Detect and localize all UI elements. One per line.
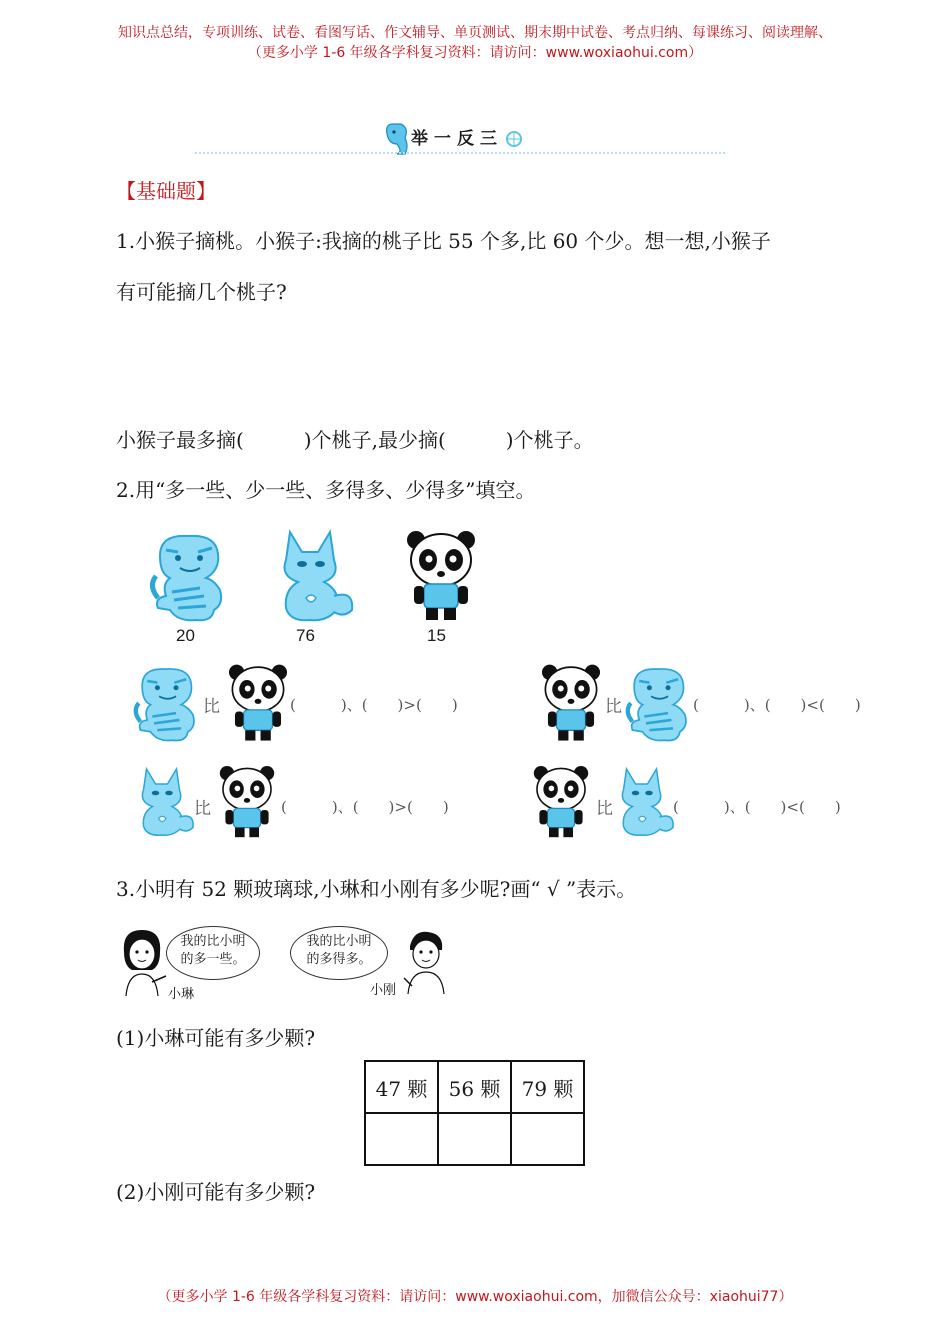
- compare-word: 比: [596, 799, 613, 819]
- check-cell[interactable]: [438, 1113, 511, 1165]
- option-cell: 47 颗: [365, 1061, 438, 1113]
- panda-icon: [536, 660, 606, 746]
- fox-icon: [130, 764, 196, 840]
- tiger-count: 20: [176, 626, 195, 645]
- compare-word: 比: [194, 799, 211, 819]
- girl-xiaolin-icon: [116, 926, 172, 998]
- squirrel-mascot-icon: [383, 118, 411, 156]
- q3-sub1: (1)小琳可能有多少颗?: [116, 1026, 316, 1050]
- section-title: 举一反三: [411, 129, 503, 149]
- compare-blanks: ( )、( )>( ): [281, 798, 449, 816]
- compare-blanks: ( )、( )>( ): [290, 696, 458, 714]
- name-xiaogang: 小刚: [370, 983, 397, 998]
- q3-prompt: 3.小明有 52 颗玻璃球,小琳和小刚有多少呢?画“ √ ”表示。: [116, 877, 637, 901]
- q3-sub2: (2)小刚可能有多少颗?: [116, 1180, 316, 1204]
- bubble-line: 我的比小明: [306, 934, 372, 949]
- panda-icon: [400, 526, 482, 626]
- q1-answer: 小猴子最多摘( )个桃子,最少摘( )个桃子。: [116, 428, 594, 452]
- title-divider: [195, 152, 725, 154]
- fox-count: 76: [296, 626, 315, 645]
- header-line-1: 知识点总结，专项训练、试卷、看图写话、作文辅导、单页测试、期末期中试卷、考点归纳、每课练习、阅读理解、: [118, 25, 832, 41]
- answer-table: [364, 1060, 585, 1166]
- name-xiaolin: 小琳: [168, 987, 195, 1002]
- panda-count: 15: [427, 626, 446, 645]
- speech-bubble-xiaogang: [290, 926, 388, 980]
- compare-blanks: ( )、( )<( ): [693, 696, 861, 714]
- bubble-line: 的多得多。: [306, 952, 372, 967]
- tiger-icon: [132, 660, 204, 746]
- q1-line-2: 有可能摘几个桃子?: [116, 280, 287, 304]
- fox-icon: [610, 764, 676, 840]
- compare-word: 比: [203, 697, 220, 717]
- check-cell[interactable]: [365, 1113, 438, 1165]
- option-cell: 56 颗: [438, 1061, 511, 1113]
- panda-icon: [528, 762, 594, 842]
- balloon-icon: [505, 130, 523, 148]
- q1-line-1: 1.小猴子摘桃。小猴子:我摘的桃子比 55 个多,比 60 个少。想一想,小猴子: [116, 229, 771, 253]
- speech-bubble-xiaolin: [166, 926, 260, 980]
- check-cell[interactable]: [511, 1113, 584, 1165]
- footer-text: （更多小学 1-6 年级各学科复习资料：请访问：www.woxiaohui.com，加微信公众号：xiaohui77）: [157, 1289, 793, 1305]
- panda-icon: [214, 762, 280, 842]
- basic-label: 【基础题】: [116, 179, 216, 203]
- tiger-icon: [148, 526, 233, 626]
- fox-icon: [268, 526, 356, 626]
- panda-icon: [223, 660, 293, 746]
- compare-word: 比: [605, 697, 622, 717]
- bubble-line: 的多一些。: [180, 952, 246, 967]
- compare-blanks: ( )、( )<( ): [673, 798, 841, 816]
- header-line-2: （更多小学 1-6 年级各学科复习资料：请访问：www.woxiaohui.com）: [247, 45, 703, 61]
- q2-prompt: 2.用“多一些、少一些、多得多、少得多”填空。: [116, 478, 536, 502]
- boy-xiaogang-icon: [400, 928, 452, 998]
- bubble-line: 我的比小明: [180, 934, 246, 949]
- tiger-icon: [624, 660, 696, 746]
- option-cell: 79 颗: [511, 1061, 584, 1113]
